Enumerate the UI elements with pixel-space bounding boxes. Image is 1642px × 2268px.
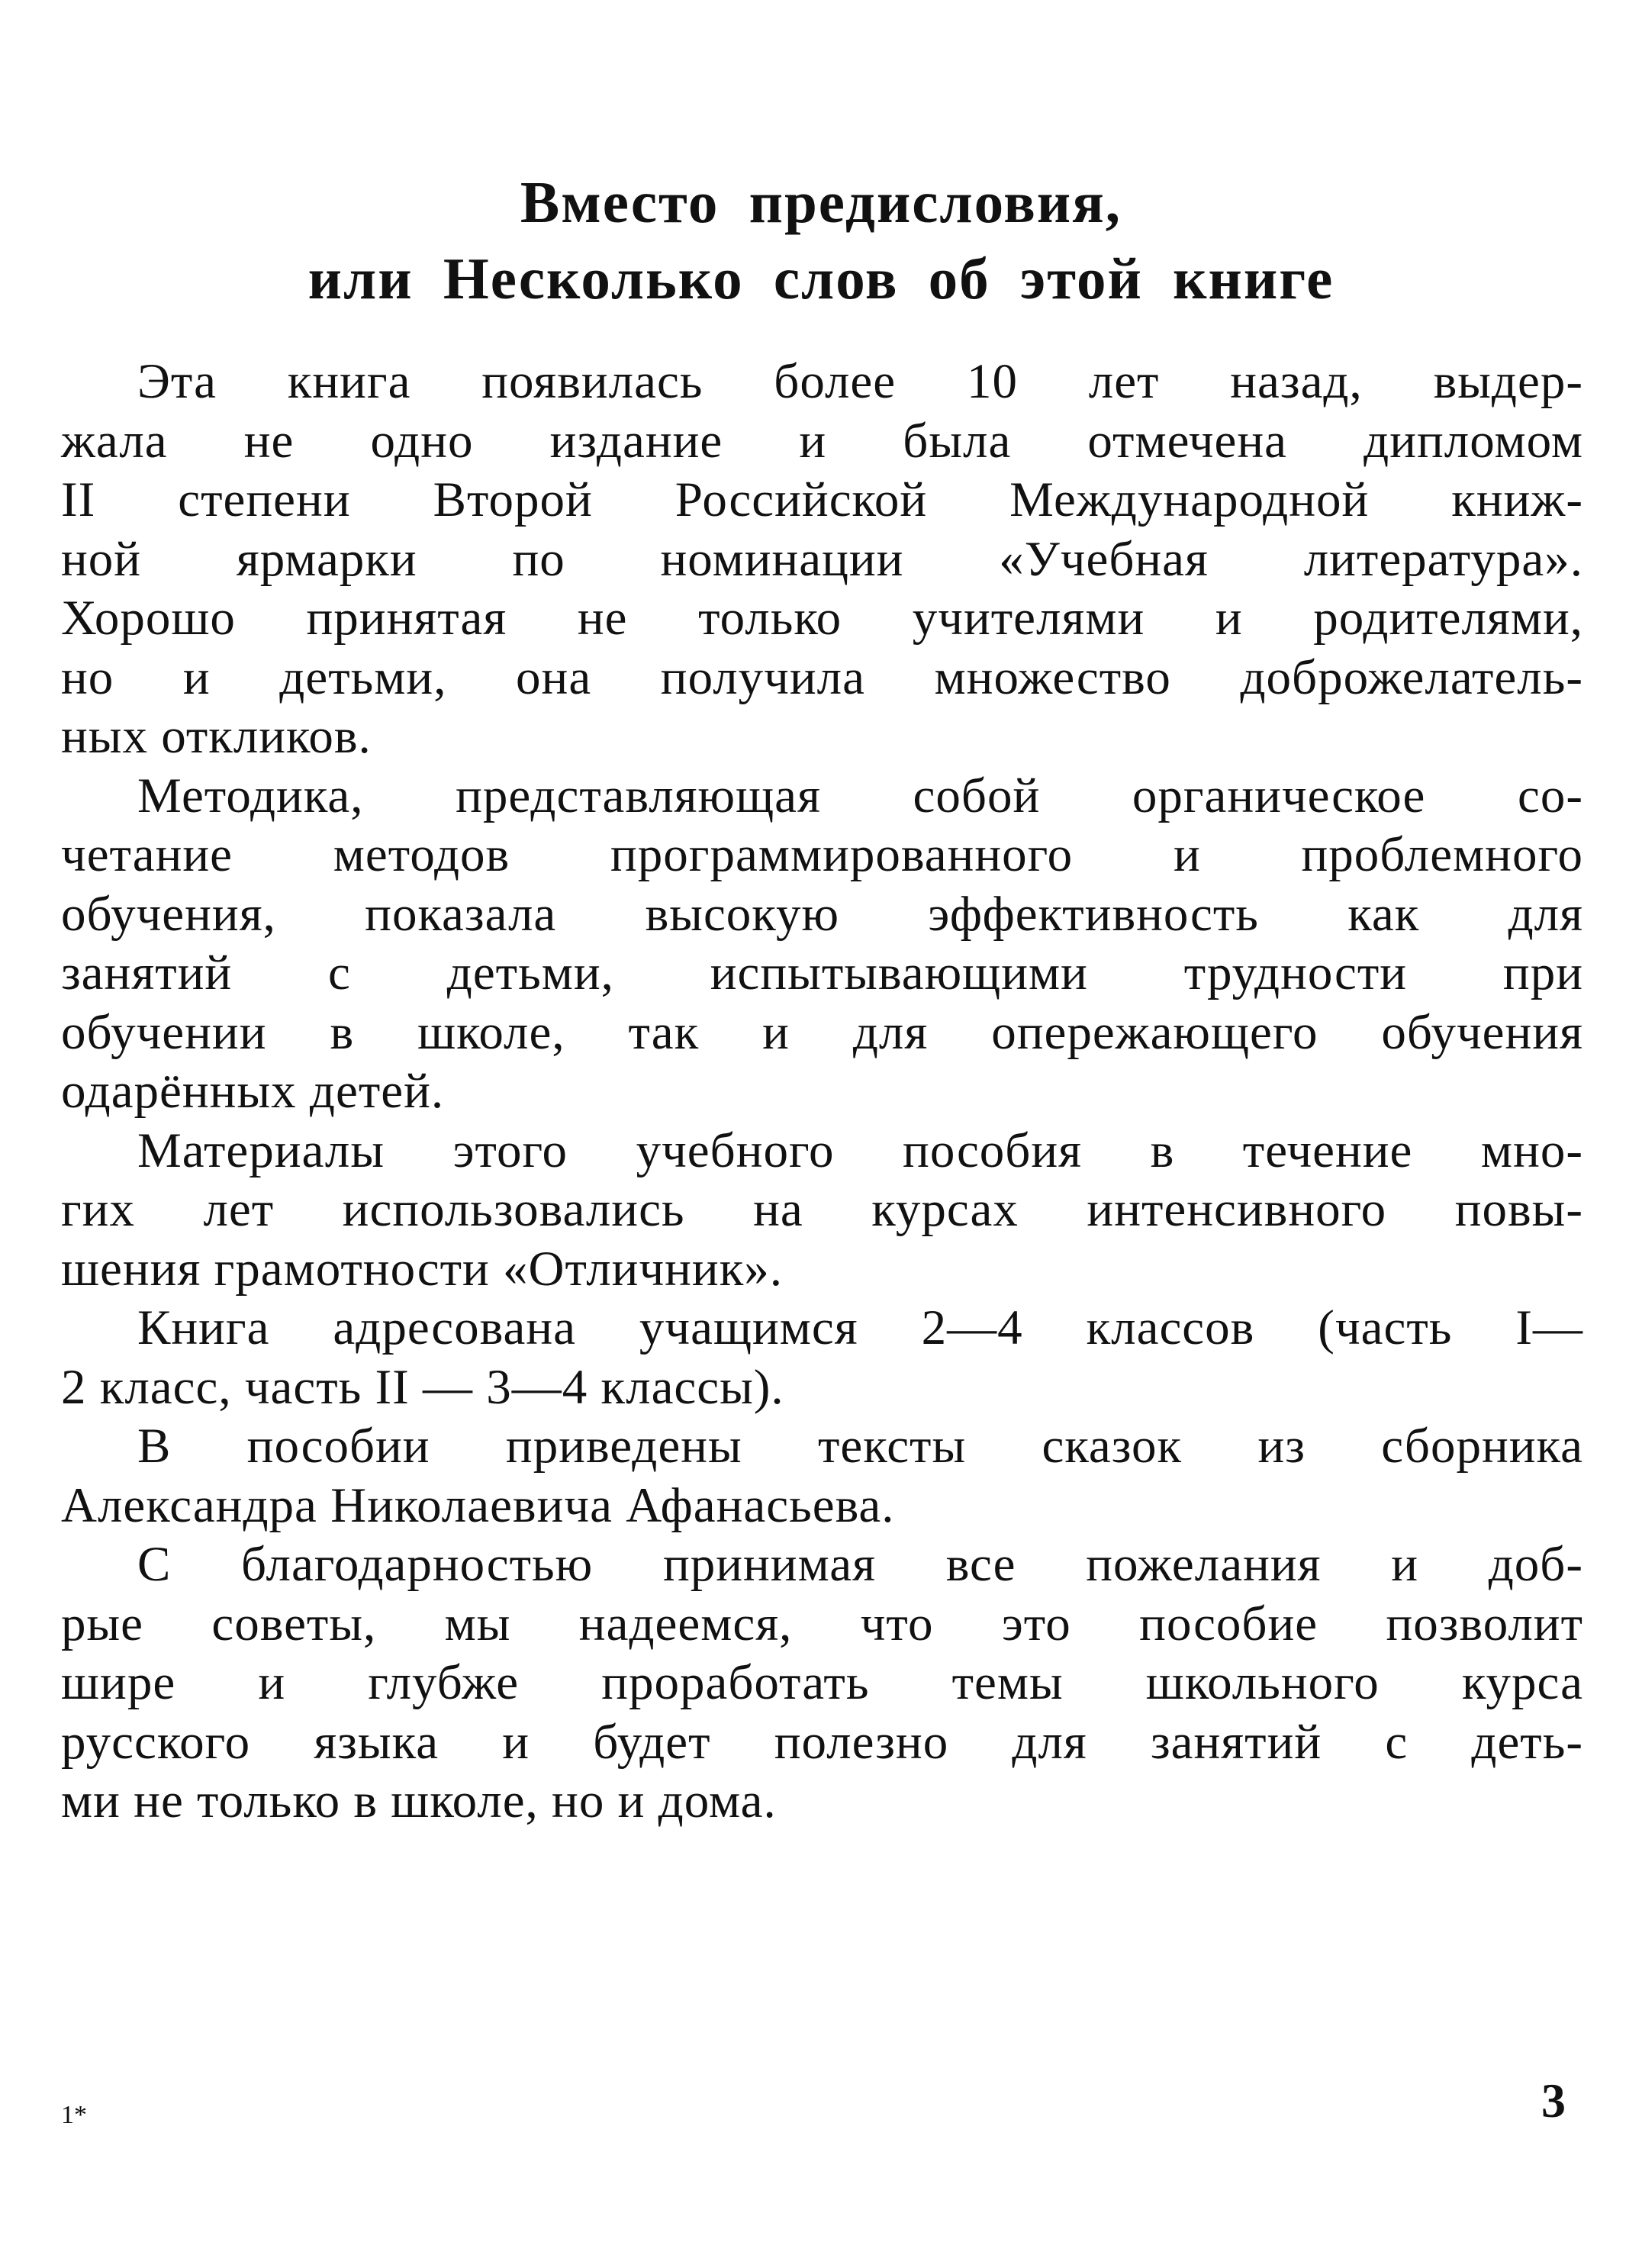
- title-line-1: Вместо предисловия,: [520, 169, 1122, 235]
- paragraph: [61, 1122, 1583, 1300]
- paragraph: [61, 1535, 1583, 1831]
- text-line: Хорошо принятая не только учителями и родителями,: [61, 591, 1583, 646]
- page-number: 3: [1541, 2073, 1566, 2128]
- paragraph: [61, 1417, 1583, 1535]
- text-line: шения грамотности «Отличник».: [61, 1241, 784, 1297]
- text-line: четание методов программированного и проблемного: [61, 827, 1583, 882]
- text-line: занятий с детьми, испытывающими трудности при: [61, 946, 1583, 1000]
- text-line: шире и глубже проработать темы школьного курса: [61, 1655, 1583, 1710]
- paragraph: [61, 1299, 1583, 1417]
- text-line: но и детьми, она получила множество доброжелатель-: [61, 649, 1583, 705]
- text-line: жала не одно издание и была отмечена дипломом: [61, 413, 1583, 469]
- text-line: Александра Николаевича Афанасьева.: [61, 1477, 895, 1533]
- text-line: Книга адресована учащимся 2—4 классов (часть I—: [137, 1300, 1583, 1355]
- signature-mark: 1*: [61, 2101, 87, 2129]
- text-line: русского языка и будет полезно для занятий с деть-: [61, 1714, 1583, 1770]
- text-line: Эта книга появилась более 10 лет назад, выдер-: [137, 354, 1583, 409]
- text-line: С благодарностью принимая все пожелания и доб-: [137, 1537, 1583, 1592]
- paragraph: [61, 353, 1583, 767]
- text-line: ной ярмарки по номинации «Учебная литература».: [61, 531, 1583, 587]
- body-text: [61, 353, 1583, 1831]
- page-title: [0, 164, 1642, 317]
- paragraph: [61, 767, 1583, 1122]
- text-line: одарённых детей.: [61, 1064, 445, 1119]
- text-line: обучения, показала высокую эффективность как для: [61, 886, 1583, 942]
- text-line: обучении в школе, так и для опережающего обучения: [61, 1004, 1583, 1060]
- text-line: рые советы, мы надеемся, что это пособие позволит: [61, 1596, 1583, 1651]
- text-line: гих лет использовались на курсах интенсивного повы-: [61, 1182, 1583, 1237]
- text-line: Материалы этого учебного пособия в течение мно-: [137, 1123, 1583, 1178]
- text-line: ми не только в школе, но и дома.: [61, 1773, 777, 1828]
- text-line: В пособии приведены тексты сказок из сборника: [137, 1419, 1583, 1474]
- text-line: ных откликов.: [61, 709, 372, 764]
- text-line: II степени Второй Российской Международной книж-: [61, 472, 1583, 527]
- text-line: Методика, представляющая собой органическое со-: [137, 768, 1583, 823]
- title-line-2: или Несколько слов об этой книге: [307, 246, 1335, 311]
- text-line: 2 класс, часть II — 3—4 классы).: [61, 1359, 784, 1415]
